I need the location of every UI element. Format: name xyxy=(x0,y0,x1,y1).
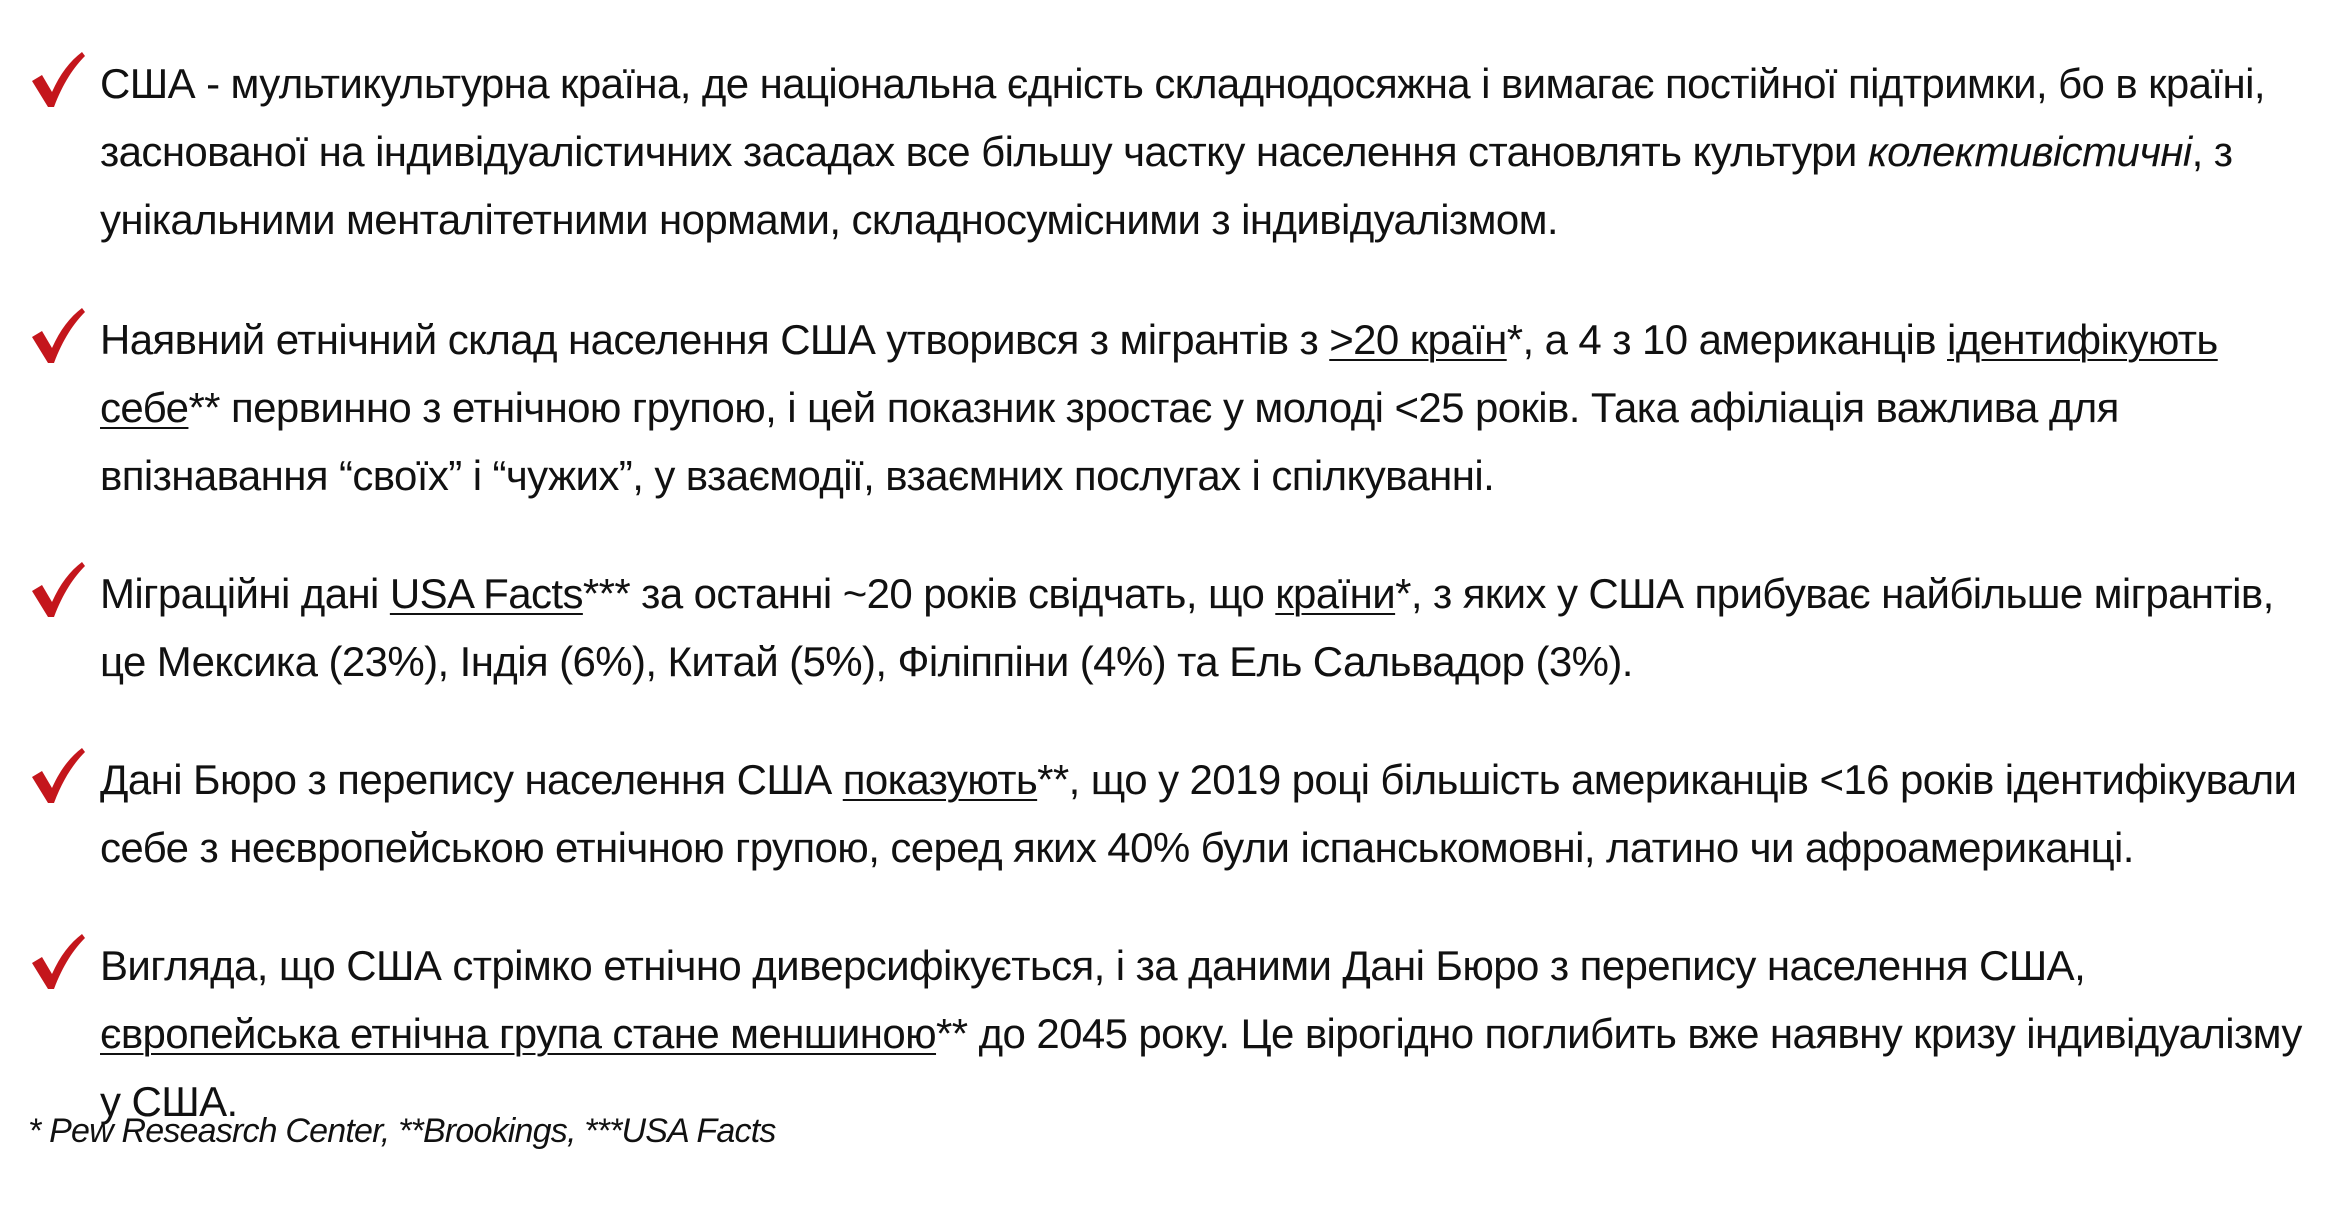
source-link[interactable]: ідентифікують себе xyxy=(100,316,2218,431)
bullet-text-part: Міграційні дані xyxy=(100,570,390,617)
bullet-text xyxy=(100,560,2330,696)
bullet-text-part: Дані Бюро з перепису населення США xyxy=(100,756,843,803)
bullet-text-part: *** за останні ~20 років свідчать, що xyxy=(582,570,1276,617)
checkmark-icon xyxy=(28,306,88,366)
bullet-text-part: *, а 4 з 10 американців xyxy=(1506,316,1947,363)
bullet-text xyxy=(100,932,2330,1136)
bullet-text-part: *, з яких у США прибуває найбільше мігрантів, це Мексика (23%), Індія (6%), Китай (5%), Філіппіни (4%) та Ель Сальвадор (3%). xyxy=(100,570,2274,685)
source-link[interactable]: країни xyxy=(1275,570,1396,617)
source-link[interactable]: USA Facts xyxy=(389,570,583,617)
bullet-text xyxy=(100,306,2330,510)
source-link[interactable]: європейська етнічна група стане меншиною xyxy=(100,1010,937,1057)
bullet-text-part: Вигляда, що США стрімко етнічно диверсифікується, і за даними Дані Бюро з перепису населення США, xyxy=(100,942,2086,989)
bullet-text-italic: колективістичні xyxy=(1867,128,2192,175)
checkmark-icon xyxy=(28,560,88,620)
bullet-text xyxy=(100,50,2330,254)
source-link[interactable]: показують xyxy=(842,756,1038,803)
source-link[interactable]: >20 країн xyxy=(1329,316,1507,363)
bullet-text-part: ** первинно з етнічною групою, і цей показник зростає у молоді <25 років. Така афіліація важлива для впізнавання “своїх” і “чужих”, у взаємодії, взаємних послугах і спілкуванні. xyxy=(100,384,2119,499)
footnote-sources: * Pew Reseasrch Center, **Brookings, ***USA Facts xyxy=(28,1112,776,1150)
checkmark-icon xyxy=(28,746,88,806)
bullet-text-part: ** до 2045 року. Це вірогідно поглибить вже наявну кризу індивідуалізму у США. xyxy=(100,1010,2302,1125)
bullet-text-part: , з унікальними менталітетними нормами, складносумісними з індивідуалізмом. xyxy=(100,128,2233,243)
checkmark-icon xyxy=(28,50,88,110)
bullet-text-part: США - мультикультурна країна, де національна єдність складнодосяжна і вимагає постійної підтримки, бо в країні, заснованої на індивідуалістичних засадах все більшу частку населення становлять культури xyxy=(100,60,2265,175)
bullet-text xyxy=(100,746,2330,882)
bullet-text-part: **, що у 2019 році більшість американців <16 років ідентифікували себе з неєвропейською етнічною групою, серед яких 40% були іспанськомовні, латино чи афроамериканці. xyxy=(100,756,2297,871)
checkmark-icon xyxy=(28,932,88,992)
bullet-text-part: Наявний етнічний склад населення США утворився з мігрантів з xyxy=(100,316,1330,363)
